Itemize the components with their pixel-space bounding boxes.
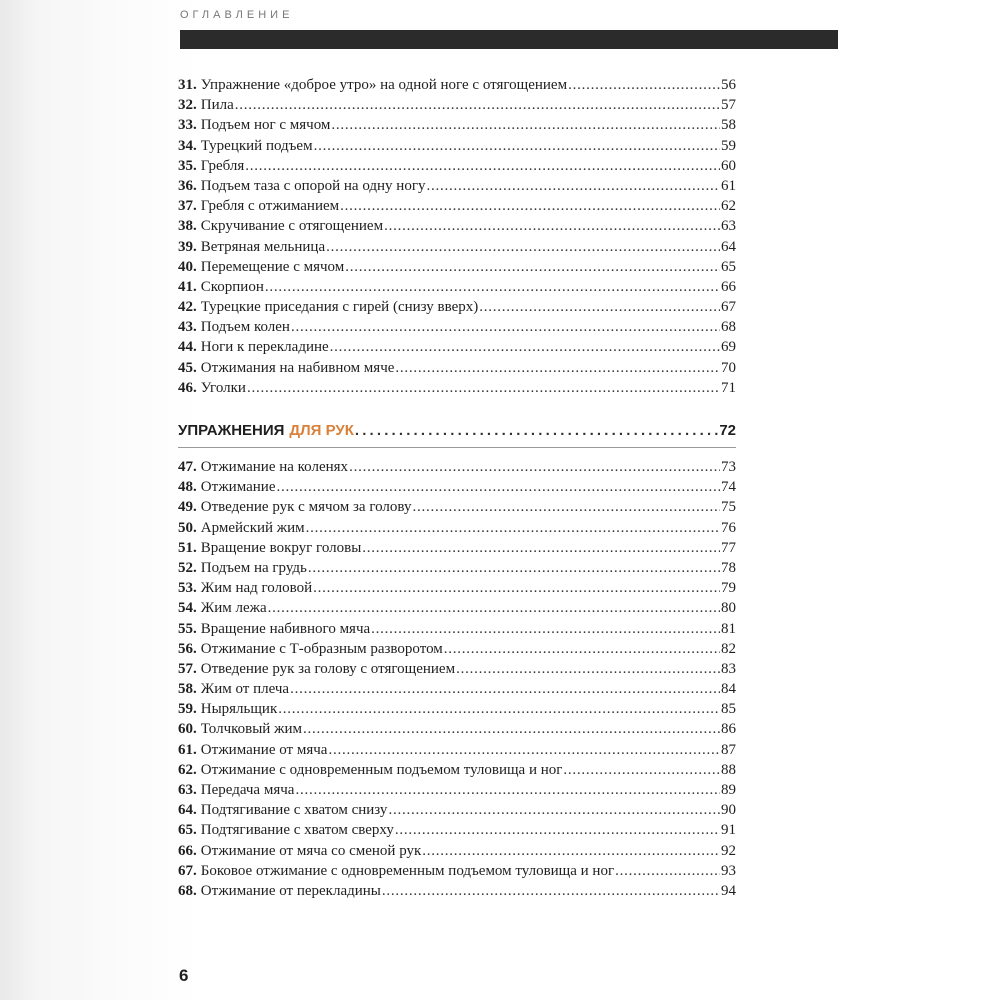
section-heading-arms[interactable] (178, 422, 736, 439)
dot-leader (388, 800, 720, 820)
entry-number: 31. (178, 77, 197, 93)
entry-title: Отжимание (200, 479, 276, 496)
dot-leader (278, 699, 720, 719)
dot-leader (362, 538, 720, 558)
entry-title: Турецкие приседания с гирей (снизу вверх) (200, 299, 479, 316)
entry-number: 47. (178, 459, 197, 475)
entry-page-number: 78 (721, 559, 736, 576)
entry-title: Подъем ног с мячом (200, 117, 331, 134)
toc-entry[interactable] (178, 297, 736, 317)
entry-page-number: 62 (721, 198, 736, 215)
entry-page-number: 77 (721, 539, 736, 556)
entry-number: 36. (178, 177, 197, 194)
toc-entry[interactable] (178, 841, 736, 861)
entry-number: 32. (178, 97, 197, 114)
dot-leader (615, 861, 720, 881)
entry-title: Подъем таза с опорой на одну ногу (200, 177, 426, 194)
dot-leader (268, 598, 720, 618)
running-header: ОГЛАВЛЕНИЕ (180, 9, 294, 21)
entry-number: 48. (178, 479, 197, 496)
entry-page-number: 61 (721, 177, 736, 194)
entry-page-number: 71 (721, 379, 736, 396)
entry-page-number: 88 (721, 761, 736, 778)
entry-number: 60. (178, 721, 197, 738)
dot-leader (276, 477, 720, 497)
toc-entry[interactable] (178, 820, 736, 840)
dot-leader (384, 216, 720, 236)
entry-number: 49. (178, 499, 197, 516)
toc-entry[interactable] (178, 679, 736, 699)
dot-leader (247, 378, 720, 398)
toc-entry[interactable] (178, 881, 736, 901)
toc-entry[interactable] (178, 136, 736, 156)
dot-leader (303, 719, 720, 739)
entry-number: 34. (178, 137, 197, 154)
entry-title: Отжимание на коленях (200, 459, 349, 475)
dot-leader (479, 297, 720, 317)
dot-leader (313, 578, 720, 598)
entry-page-number: 82 (721, 640, 736, 657)
toc-entry[interactable] (178, 95, 736, 115)
dot-leader (568, 75, 720, 95)
entry-number: 54. (178, 600, 197, 617)
entry-number: 43. (178, 319, 197, 336)
toc-entry[interactable] (178, 257, 736, 277)
dot-leader (345, 257, 720, 277)
entry-title: Отжимание от мяча (200, 741, 328, 758)
toc-entry[interactable] (178, 518, 736, 538)
entry-title: Подъем на грудь (200, 559, 307, 576)
section-divider (178, 447, 736, 448)
entry-title: Турецкий подъем (200, 137, 313, 154)
entry-page-number: 80 (721, 600, 736, 617)
dot-leader (331, 115, 720, 135)
section-page-number: 72 (719, 422, 736, 439)
toc-entry[interactable] (178, 740, 736, 760)
dot-leader (456, 659, 720, 679)
dot-leader (395, 820, 720, 840)
dot-leader (245, 156, 720, 176)
toc-list-core (178, 75, 736, 398)
entry-number: 39. (178, 238, 197, 255)
entry-title: Отведение рук за голову с отягощением (200, 660, 456, 677)
toc-entry[interactable] (178, 639, 736, 659)
entry-title: Гребля (200, 157, 245, 174)
entry-title: Вращение вокруг головы (200, 539, 362, 556)
dot-leader (330, 337, 720, 357)
toc-entry[interactable] (178, 598, 736, 618)
entry-number: 37. (178, 198, 197, 215)
section-title-accent: ДЛЯ РУК (289, 422, 354, 439)
entry-page-number: 63 (721, 218, 736, 235)
entry-number: 42. (178, 299, 197, 316)
entry-number: 46. (178, 379, 197, 396)
entry-title: Подъем колен (200, 319, 290, 336)
toc-entry[interactable] (178, 75, 736, 95)
toc-entry[interactable] (178, 457, 736, 477)
toc-entry[interactable] (178, 358, 736, 378)
dot-leader (306, 518, 720, 538)
toc-entry[interactable] (178, 497, 736, 517)
entry-page-number: 59 (721, 137, 736, 154)
toc-entry[interactable] (178, 861, 736, 881)
entry-title: Скорпион (200, 278, 264, 295)
entry-title: Отжимание с одновременным подъемом туловища и ног (200, 761, 563, 778)
toc-entry[interactable] (178, 317, 736, 337)
toc-entry[interactable] (178, 196, 736, 216)
entry-title: Толчковый жим (200, 721, 302, 738)
toc-entry[interactable] (178, 477, 736, 497)
entry-number: 67. (178, 862, 197, 879)
entry-number: 57. (178, 660, 197, 677)
entry-title: Отжимание от мяча со сменой рук (200, 842, 422, 859)
entry-page-number: 68 (721, 319, 736, 336)
dot-leader (235, 95, 720, 115)
entry-title: Отжимание от перекладины (200, 882, 381, 899)
entry-page-number: 75 (721, 499, 736, 516)
entry-page-number: 90 (721, 802, 736, 819)
toc-entry[interactable] (178, 237, 736, 257)
entry-page-number: 87 (721, 741, 736, 758)
entry-number: 62. (178, 761, 197, 778)
entry-title: Отведение рук с мячом за голову (200, 499, 412, 516)
toc-entry[interactable] (178, 719, 736, 739)
entry-number: 61. (178, 741, 197, 758)
entry-page-number: 86 (721, 721, 736, 738)
entry-page-number: 66 (721, 278, 736, 295)
entry-number: 58. (178, 681, 197, 698)
entry-number: 56. (178, 640, 197, 657)
entry-number: 33. (178, 117, 197, 134)
dot-leader (563, 760, 720, 780)
entry-number: 44. (178, 339, 197, 356)
entry-page-number: 85 (721, 701, 736, 718)
entry-title: Подтягивание с хватом снизу (200, 802, 388, 819)
entry-title: Жим лежа (200, 600, 267, 617)
entry-page-number: 65 (721, 258, 736, 275)
entry-page-number: 91 (721, 822, 736, 839)
toc-entry[interactable] (178, 378, 736, 398)
entry-page-number: 64 (721, 238, 736, 255)
entry-number: 40. (178, 258, 197, 275)
entry-page-number: 70 (721, 359, 736, 376)
entry-title: Жим над головой (200, 580, 313, 597)
toc-entry[interactable] (178, 558, 736, 578)
dot-leader (291, 317, 720, 337)
dot-leader (328, 740, 720, 760)
entry-page-number: 79 (721, 580, 736, 597)
entry-page-number: 60 (721, 157, 736, 174)
entry-title: Перемещение с мячом (200, 258, 345, 275)
entry-title: Боковое отжимание с одновременным подъемом туловища и ног (200, 862, 615, 879)
dot-leader (395, 358, 720, 378)
entry-page-number: 84 (721, 681, 736, 698)
entry-number: 51. (178, 539, 197, 556)
dot-leader (314, 136, 720, 156)
toc-entry[interactable] (178, 277, 736, 297)
dot-leader (444, 639, 720, 659)
entry-title: Жим от плеча (200, 681, 290, 698)
section-title-main: УПРАЖНЕНИЯ (178, 422, 285, 439)
dot-leader (290, 679, 720, 699)
entry-number: 45. (178, 359, 197, 376)
entry-page-number: 67 (721, 299, 736, 316)
entry-number: 35. (178, 157, 197, 174)
entry-number: 64. (178, 802, 197, 819)
entry-number: 50. (178, 519, 197, 536)
entry-page-number: 57 (721, 97, 736, 114)
toc-entry[interactable] (178, 619, 736, 639)
entry-title: Отжимания на набивном мяче (200, 359, 395, 376)
toc-entry[interactable] (178, 760, 736, 780)
toc-entry[interactable] (178, 699, 736, 719)
entry-number: 38. (178, 218, 197, 235)
entry-page-number: 58 (721, 117, 736, 134)
entry-page-number: 74 (721, 479, 736, 496)
dot-leader (422, 841, 720, 861)
toc-entry[interactable] (178, 538, 736, 558)
dot-leader (295, 780, 720, 800)
entry-number: 55. (178, 620, 197, 637)
entry-number: 52. (178, 559, 197, 576)
dot-leader (340, 196, 720, 216)
toc-entry[interactable] (178, 659, 736, 679)
entry-title: Уголки (200, 379, 246, 396)
header-bar (180, 30, 838, 49)
entry-page-number: 92 (721, 842, 736, 859)
entry-title: Скручивание с отягощением (200, 218, 384, 235)
entry-number: 68. (178, 882, 197, 899)
entry-page-number: 89 (721, 782, 736, 798)
toc-entry[interactable] (178, 156, 736, 176)
entry-page-number: 94 (721, 882, 736, 899)
entry-number: 41. (178, 278, 197, 295)
entry-page-number: 73 (721, 459, 736, 475)
entry-title: Пила (200, 97, 234, 114)
dot-leader (326, 237, 720, 257)
page-number: 6 (179, 966, 189, 985)
dot-leader (371, 619, 720, 639)
entry-number: 59. (178, 701, 197, 718)
entry-page-number: 56 (721, 77, 736, 93)
dot-leader (349, 457, 720, 477)
entry-number: 66. (178, 842, 197, 859)
dot-leader (308, 558, 720, 578)
toc-entry[interactable] (178, 578, 736, 598)
entry-title: Ноги к перекладине (200, 339, 329, 356)
entry-title: Вращение набивного мяча (200, 620, 371, 637)
entry-number: 63. (178, 782, 197, 798)
toc-entry[interactable] (178, 115, 736, 135)
toc-list-arms (178, 457, 736, 901)
entry-title: Упражнение «доброе утро» на одной ноге с отягощением (200, 77, 568, 93)
entry-page-number: 93 (721, 862, 736, 879)
dot-leader (355, 422, 718, 439)
toc-entry[interactable] (178, 337, 736, 357)
dot-leader (265, 277, 720, 297)
toc-entry[interactable] (178, 800, 736, 820)
entry-page-number: 69 (721, 339, 736, 356)
entry-title: Ныряльщик (200, 701, 278, 718)
dot-leader (426, 176, 720, 196)
dot-leader (412, 497, 720, 517)
entry-page-number: 81 (721, 620, 736, 637)
toc-entry[interactable] (178, 780, 736, 800)
entry-number: 53. (178, 580, 197, 597)
entry-title: Гребля с отжиманием (200, 198, 340, 215)
entry-title: Армейский жим (200, 519, 305, 536)
entry-title: Отжимание с Т-образным разворотом (200, 640, 443, 657)
entry-title: Ветряная мельница (200, 238, 326, 255)
toc-entry[interactable] (178, 176, 736, 196)
dot-leader (382, 881, 720, 901)
toc-entry[interactable] (178, 216, 736, 236)
entry-number: 65. (178, 822, 197, 839)
entry-page-number: 76 (721, 519, 736, 536)
entry-title: Подтягивание с хватом сверху (200, 822, 394, 839)
entry-title: Передача мяча (200, 782, 295, 798)
entry-page-number: 83 (721, 660, 736, 677)
